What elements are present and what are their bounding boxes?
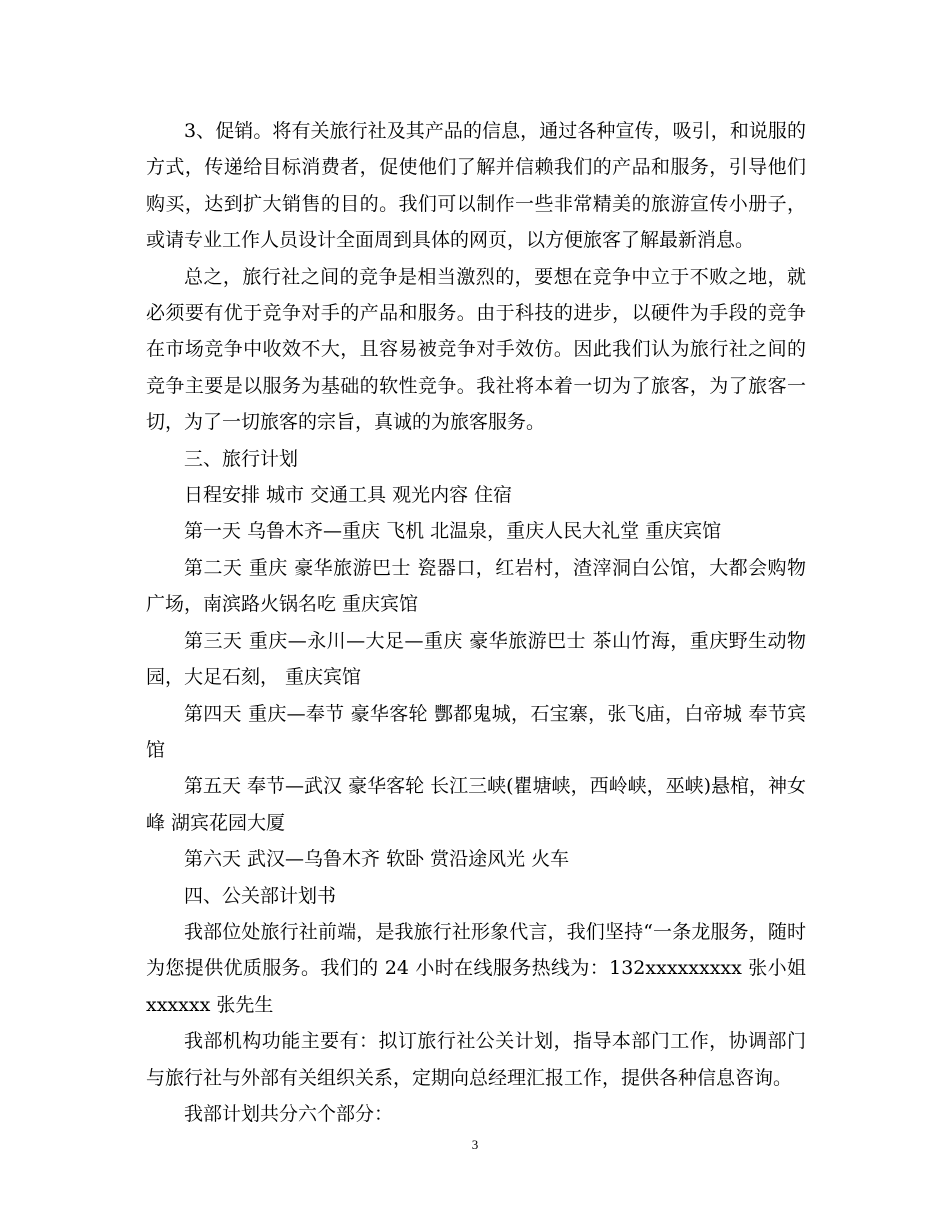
schedule-day-4: 第四天 重庆—奉节 豪华客轮 酆都鬼城，石宝寨，张飞庙，白帝城 奉节宾馆: [146, 702, 806, 761]
section-heading-travel-plan: 三、旅行计划: [184, 447, 299, 470]
schedule-day-3: 第三天 重庆—永川—大足—重庆 豪华旅游巴士 茶山竹海，重庆野生动物园，大足石刻， 重庆宾馆: [146, 629, 806, 689]
paragraph-conclusion: 总之，旅行社之间的竞争是相当激烈的，要想在竞争中立于不败之地，就必须要有优于竞争对手的产品和服务。由于科技的进步，以硬件为手段的竞争在市场竞争中收效不大，且容易被竞争对手效仿。因此我们认为旅行社之间的竞争主要是以服务为基础的软性竞争。我社将本着一切为了旅客，为了旅客一切，为了一切旅客的宗旨，真诚的为旅客服务。: [146, 265, 806, 434]
page-number: 3: [471, 1137, 479, 1152]
paragraph-department-intro: 我部位处旅行社前端，是我旅行社形象代言，我们坚持“一条龙服务，随时为您提供优质服务。我们的 24 小时在线服务热线为：132xxxxxxxxx 张小姐 xxxxxx 张先生: [146, 920, 813, 1016]
schedule-header-row: 日程安排 城市 交通工具 观光内容 住宿: [184, 484, 513, 507]
paragraph-plan-parts: 我部计划共分六个部分：: [184, 1102, 394, 1125]
document-body: [146, 113, 813, 1132]
section-heading-pr-plan: 四、公关部计划书: [184, 884, 337, 907]
schedule-day-6: 第六天 武汉—乌鲁木齐 软卧 赏沿途风光 火车: [184, 848, 570, 871]
paragraph-department-functions: 我部机构功能主要有：拟订旅行社公关计划，指导本部门工作，协调部门与旅行社与外部有关组织关系，定期向总经理汇报工作，提供各种信息咨询。: [146, 1030, 806, 1089]
schedule-day-1: 第一天 乌鲁木齐—重庆 飞机 北温泉，重庆人民大礼堂 重庆宾馆: [184, 520, 722, 543]
schedule-day-5: 第五天 奉节—武汉 豪华客轮 长江三峡(瞿塘峡，西岭峡，巫峡)悬棺，神女峰 湖宾花园大厦: [146, 775, 806, 834]
paragraph-promotion: 3、促销。将有关旅行社及其产品的信息，通过各种宣传，吸引，和说服的方式，传递给目标消费者，促使他们了解并信赖我们的产品和服务，引导他们购买，达到扩大销售的目的。我们可以制作一些非常精美的旅游宣传小册子，或请专业工作人员设计全面周到具体的网页，以方便旅客了解最新消息。: [146, 120, 806, 252]
schedule-day-2: 第二天 重庆 豪华旅游巴士 瓷器口，红岩村，渣滓洞白公馆，大都会购物广场，南滨路火锅名吃 重庆宾馆: [146, 556, 806, 616]
